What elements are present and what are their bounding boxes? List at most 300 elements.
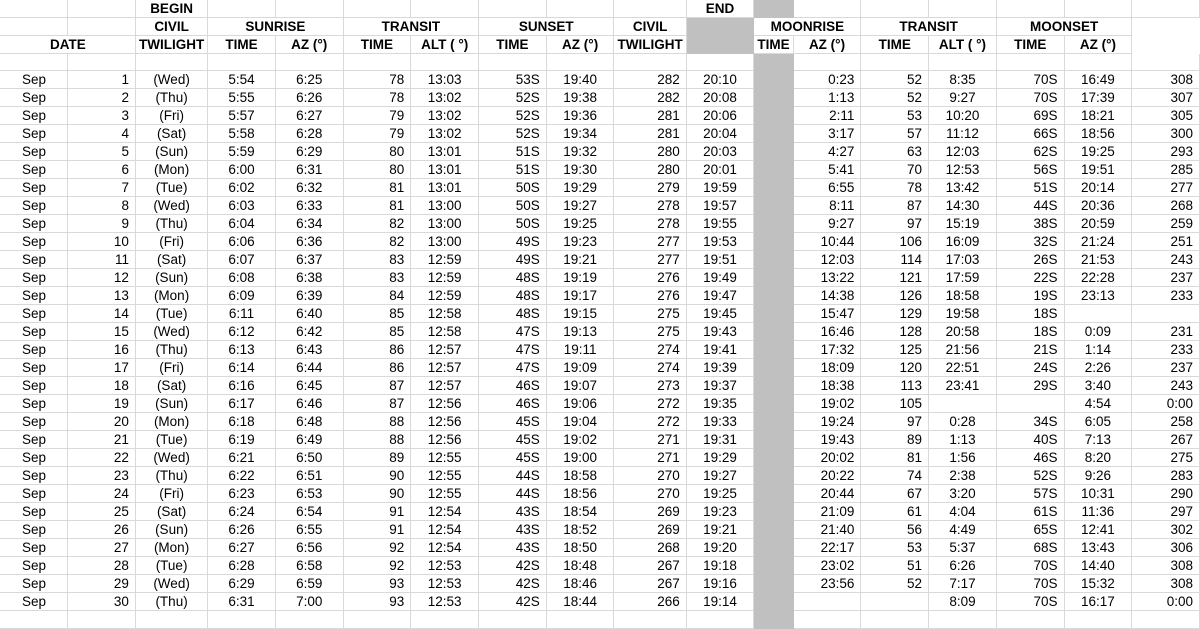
end-civil-twilight-cell[interactable]: 19:51 bbox=[686, 251, 754, 269]
begin-civil-twilight-header-line3[interactable]: TWILIGHT bbox=[135, 36, 207, 54]
month-cell[interactable]: Sep bbox=[0, 557, 68, 575]
moonset-az-cell[interactable] bbox=[1132, 305, 1200, 323]
transit-alt-cell[interactable]: 46S bbox=[479, 395, 547, 413]
moon-transit-alt-cell[interactable]: 62S bbox=[996, 143, 1064, 161]
moon-transit-header[interactable]: TRANSIT bbox=[861, 18, 997, 36]
moonset-time-cell[interactable]: 9:26 bbox=[1064, 467, 1132, 485]
moonset-time-cell[interactable]: 22:28 bbox=[1064, 269, 1132, 287]
moonrise-time-cell[interactable]: 15:47 bbox=[793, 305, 861, 323]
sunrise-az-cell[interactable]: 79 bbox=[343, 107, 411, 125]
sunset-time-cell[interactable]: 19:17 bbox=[546, 287, 614, 305]
begin-civil-twilight-cell[interactable]: 6:02 bbox=[208, 179, 276, 197]
begin-civil-twilight-cell[interactable]: 6:11 bbox=[208, 305, 276, 323]
moonset-time-cell[interactable]: 20:36 bbox=[1064, 197, 1132, 215]
moonrise-az-cell[interactable]: 120 bbox=[861, 359, 929, 377]
sunset-time-cell[interactable]: 19:21 bbox=[546, 251, 614, 269]
moon-transit-alt-cell[interactable]: 69S bbox=[996, 107, 1064, 125]
moon-transit-alt-cell[interactable]: 70S bbox=[996, 89, 1064, 107]
moonset-time-cell[interactable]: 20:59 bbox=[1064, 215, 1132, 233]
transit-alt-cell[interactable]: 44S bbox=[479, 485, 547, 503]
moon-transit-alt-cell[interactable]: 70S bbox=[996, 575, 1064, 593]
moonset-time-cell[interactable]: 18:21 bbox=[1064, 107, 1132, 125]
moonrise-az-cell[interactable]: 121 bbox=[861, 269, 929, 287]
moonrise-az-cell[interactable]: 87 bbox=[861, 197, 929, 215]
transit-time-cell[interactable]: 12:54 bbox=[411, 503, 479, 521]
sunrise-az-cell[interactable]: 82 bbox=[343, 215, 411, 233]
sunset-time-cell[interactable]: 19:23 bbox=[546, 233, 614, 251]
transit-time-cell[interactable]: 13:01 bbox=[411, 143, 479, 161]
sunrise-time-cell[interactable]: 6:33 bbox=[275, 197, 343, 215]
month-cell[interactable]: Sep bbox=[0, 593, 68, 611]
sunset-time-header[interactable]: TIME bbox=[479, 36, 547, 54]
begin-civil-twilight-cell[interactable]: 6:21 bbox=[208, 449, 276, 467]
sunset-time-cell[interactable]: 18:48 bbox=[546, 557, 614, 575]
moonrise-az-cell[interactable]: 52 bbox=[861, 71, 929, 89]
sunset-time-cell[interactable]: 18:52 bbox=[546, 521, 614, 539]
moon-transit-time-cell[interactable]: 20:58 bbox=[929, 323, 997, 341]
begin-civil-twilight-cell[interactable]: 6:31 bbox=[208, 593, 276, 611]
month-cell[interactable]: Sep bbox=[0, 521, 68, 539]
moonset-az-cell[interactable]: 283 bbox=[1132, 467, 1200, 485]
moonrise-az-cell[interactable]: 70 bbox=[861, 161, 929, 179]
moonrise-az-cell[interactable]: 105 bbox=[861, 395, 929, 413]
begin-civil-twilight-cell[interactable]: 6:07 bbox=[208, 251, 276, 269]
transit-alt-cell[interactable]: 42S bbox=[479, 593, 547, 611]
sunrise-time-cell[interactable]: 6:49 bbox=[275, 431, 343, 449]
transit-time-cell[interactable]: 13:02 bbox=[411, 89, 479, 107]
moonset-time-cell[interactable]: 0:09 bbox=[1064, 323, 1132, 341]
begin-civil-twilight-cell[interactable]: 6:16 bbox=[208, 377, 276, 395]
day-cell[interactable]: (Wed) bbox=[135, 449, 207, 467]
sunset-time-cell[interactable]: 19:40 bbox=[546, 71, 614, 89]
day-cell[interactable]: (Wed) bbox=[135, 323, 207, 341]
date-cell[interactable]: 7 bbox=[68, 179, 136, 197]
moonset-time-cell[interactable]: 2:26 bbox=[1064, 359, 1132, 377]
transit-alt-cell[interactable]: 43S bbox=[479, 539, 547, 557]
sunrise-az-cell[interactable]: 83 bbox=[343, 269, 411, 287]
sunrise-az-cell[interactable]: 80 bbox=[343, 143, 411, 161]
moonset-time-cell[interactable]: 6:05 bbox=[1064, 413, 1132, 431]
sunset-time-cell[interactable]: 18:56 bbox=[546, 485, 614, 503]
sunset-time-cell[interactable]: 19:07 bbox=[546, 377, 614, 395]
moonset-az-cell[interactable]: 251 bbox=[1132, 233, 1200, 251]
moon-transit-alt-cell[interactable]: 44S bbox=[996, 197, 1064, 215]
sunrise-time-cell[interactable]: 6:55 bbox=[275, 521, 343, 539]
moonrise-az-cell[interactable]: 97 bbox=[861, 413, 929, 431]
day-cell[interactable]: (Thu) bbox=[135, 467, 207, 485]
sunrise-az-cell[interactable]: 78 bbox=[343, 89, 411, 107]
moon-transit-alt-cell[interactable]: 18S bbox=[996, 305, 1064, 323]
sunset-time-cell[interactable]: 19:13 bbox=[546, 323, 614, 341]
month-cell[interactable]: Sep bbox=[0, 503, 68, 521]
moon-transit-alt-cell[interactable]: 57S bbox=[996, 485, 1064, 503]
sunrise-time-cell[interactable]: 6:31 bbox=[275, 161, 343, 179]
date-cell[interactable]: 23 bbox=[68, 467, 136, 485]
moonset-az-cell[interactable]: 243 bbox=[1132, 377, 1200, 395]
end-civil-twilight-cell[interactable]: 19:27 bbox=[686, 467, 754, 485]
moonrise-time-cell[interactable]: 21:40 bbox=[793, 521, 861, 539]
end-civil-twilight-cell[interactable]: 19:55 bbox=[686, 215, 754, 233]
date-cell[interactable]: 14 bbox=[68, 305, 136, 323]
moonrise-time-cell[interactable]: 0:23 bbox=[793, 71, 861, 89]
moonrise-time-cell[interactable]: 20:22 bbox=[793, 467, 861, 485]
date-cell[interactable]: 12 bbox=[68, 269, 136, 287]
date-cell[interactable]: 3 bbox=[68, 107, 136, 125]
date-cell[interactable]: 19 bbox=[68, 395, 136, 413]
moonset-az-cell[interactable]: 233 bbox=[1132, 287, 1200, 305]
end-civil-twilight-cell[interactable]: 19:23 bbox=[686, 503, 754, 521]
date-cell[interactable]: 21 bbox=[68, 431, 136, 449]
moonset-time-cell[interactable]: 19:25 bbox=[1064, 143, 1132, 161]
end-civil-twilight-cell[interactable]: 20:03 bbox=[686, 143, 754, 161]
moonset-time-cell[interactable]: 20:14 bbox=[1064, 179, 1132, 197]
end-civil-twilight-cell[interactable]: 19:29 bbox=[686, 449, 754, 467]
moonrise-time-cell[interactable]: 8:11 bbox=[793, 197, 861, 215]
moonset-az-cell[interactable]: 275 bbox=[1132, 449, 1200, 467]
day-cell[interactable]: (Wed) bbox=[135, 197, 207, 215]
transit-alt-cell[interactable]: 47S bbox=[479, 359, 547, 377]
sunrise-az-cell[interactable]: 93 bbox=[343, 575, 411, 593]
sunset-az-cell[interactable]: 282 bbox=[614, 71, 686, 89]
moonrise-time-cell[interactable]: 5:41 bbox=[793, 161, 861, 179]
moonrise-az-cell[interactable]: 53 bbox=[861, 539, 929, 557]
moonrise-time-cell[interactable]: 23:56 bbox=[793, 575, 861, 593]
moonset-time-cell[interactable]: 13:43 bbox=[1064, 539, 1132, 557]
moon-transit-time-cell[interactable]: 12:03 bbox=[929, 143, 997, 161]
transit-alt-cell[interactable]: 45S bbox=[479, 449, 547, 467]
moon-transit-alt-cell[interactable]: 65S bbox=[996, 521, 1064, 539]
date-cell[interactable]: 16 bbox=[68, 341, 136, 359]
end-civil-twilight-cell[interactable]: 20:10 bbox=[686, 71, 754, 89]
moon-transit-alt-cell[interactable]: 70S bbox=[996, 593, 1064, 611]
begin-civil-twilight-cell[interactable]: 6:23 bbox=[208, 485, 276, 503]
sunset-az-cell[interactable]: 272 bbox=[614, 395, 686, 413]
moonrise-az-cell[interactable]: 61 bbox=[861, 503, 929, 521]
transit-time-cell[interactable]: 12:59 bbox=[411, 269, 479, 287]
moonrise-time-cell[interactable]: 18:38 bbox=[793, 377, 861, 395]
date-cell[interactable]: 2 bbox=[68, 89, 136, 107]
begin-civil-twilight-cell[interactable]: 6:13 bbox=[208, 341, 276, 359]
sunset-time-cell[interactable]: 19:36 bbox=[546, 107, 614, 125]
date-cell[interactable]: 20 bbox=[68, 413, 136, 431]
moonset-az-cell[interactable]: 308 bbox=[1132, 575, 1200, 593]
begin-civil-twilight-cell[interactable]: 6:22 bbox=[208, 467, 276, 485]
moon-transit-alt-cell[interactable]: 40S bbox=[996, 431, 1064, 449]
moonrise-az-cell[interactable]: 129 bbox=[861, 305, 929, 323]
day-cell[interactable]: (Fri) bbox=[135, 107, 207, 125]
sunset-time-cell[interactable]: 18:54 bbox=[546, 503, 614, 521]
moonrise-time-cell[interactable]: 20:44 bbox=[793, 485, 861, 503]
sunrise-time-cell[interactable]: 6:50 bbox=[275, 449, 343, 467]
sunrise-time-cell[interactable]: 6:42 bbox=[275, 323, 343, 341]
moon-transit-time-cell[interactable]: 22:51 bbox=[929, 359, 997, 377]
moon-transit-alt-cell[interactable]: 66S bbox=[996, 125, 1064, 143]
end-civil-twilight-cell[interactable]: 19:43 bbox=[686, 323, 754, 341]
sunrise-az-cell[interactable]: 92 bbox=[343, 539, 411, 557]
transit-time-cell[interactable]: 12:55 bbox=[411, 485, 479, 503]
moonset-time-cell[interactable]: 17:39 bbox=[1064, 89, 1132, 107]
date-cell[interactable]: 13 bbox=[68, 287, 136, 305]
sunset-time-cell[interactable]: 18:44 bbox=[546, 593, 614, 611]
transit-alt-cell[interactable]: 45S bbox=[479, 431, 547, 449]
end-civil-twilight-cell[interactable]: 19:45 bbox=[686, 305, 754, 323]
begin-civil-twilight-cell[interactable]: 6:09 bbox=[208, 287, 276, 305]
moon-transit-alt-cell[interactable]: 38S bbox=[996, 215, 1064, 233]
transit-time-cell[interactable]: 12:59 bbox=[411, 287, 479, 305]
moon-transit-alt-header[interactable]: ALT ( °) bbox=[929, 36, 997, 54]
transit-time-cell[interactable]: 13:00 bbox=[411, 233, 479, 251]
date-cell[interactable]: 8 bbox=[68, 197, 136, 215]
begin-civil-twilight-cell[interactable]: 6:24 bbox=[208, 503, 276, 521]
moon-transit-time-cell[interactable]: 8:35 bbox=[929, 71, 997, 89]
date-cell[interactable]: 9 bbox=[68, 215, 136, 233]
moon-transit-alt-cell[interactable]: 70S bbox=[996, 71, 1064, 89]
transit-time-cell[interactable]: 12:57 bbox=[411, 377, 479, 395]
moonrise-az-cell[interactable]: 78 bbox=[861, 179, 929, 197]
moon-transit-alt-cell[interactable]: 68S bbox=[996, 539, 1064, 557]
end-civil-twilight-cell[interactable]: 19:47 bbox=[686, 287, 754, 305]
moonset-time-cell[interactable] bbox=[1064, 305, 1132, 323]
begin-civil-twilight-header-line1[interactable]: BEGIN bbox=[135, 0, 207, 18]
moonset-az-cell[interactable]: 308 bbox=[1132, 557, 1200, 575]
transit-alt-cell[interactable]: 49S bbox=[479, 233, 547, 251]
month-cell[interactable]: Sep bbox=[0, 449, 68, 467]
begin-civil-twilight-cell[interactable]: 6:28 bbox=[208, 557, 276, 575]
begin-civil-twilight-cell[interactable]: 6:29 bbox=[208, 575, 276, 593]
sunrise-az-cell[interactable]: 91 bbox=[343, 503, 411, 521]
moon-transit-time-cell[interactable]: 1:13 bbox=[929, 431, 997, 449]
begin-civil-twilight-cell[interactable]: 6:00 bbox=[208, 161, 276, 179]
moonrise-az-cell[interactable]: 128 bbox=[861, 323, 929, 341]
sunset-time-cell[interactable]: 19:15 bbox=[546, 305, 614, 323]
moonrise-az-cell[interactable]: 52 bbox=[861, 575, 929, 593]
day-cell[interactable]: (Wed) bbox=[135, 71, 207, 89]
begin-civil-twilight-cell[interactable]: 5:59 bbox=[208, 143, 276, 161]
sunrise-az-cell[interactable]: 85 bbox=[343, 305, 411, 323]
date-cell[interactable]: 29 bbox=[68, 575, 136, 593]
month-cell[interactable]: Sep bbox=[0, 215, 68, 233]
sunrise-time-cell[interactable]: 6:39 bbox=[275, 287, 343, 305]
sunrise-time-cell[interactable]: 6:43 bbox=[275, 341, 343, 359]
moonset-az-cell[interactable]: 258 bbox=[1132, 413, 1200, 431]
transit-alt-cell[interactable]: 50S bbox=[479, 179, 547, 197]
transit-time-cell[interactable]: 12:58 bbox=[411, 323, 479, 341]
sunrise-az-cell[interactable]: 87 bbox=[343, 377, 411, 395]
moonrise-time-cell[interactable]: 12:03 bbox=[793, 251, 861, 269]
transit-alt-cell[interactable]: 45S bbox=[479, 413, 547, 431]
sunrise-az-cell[interactable]: 86 bbox=[343, 359, 411, 377]
transit-alt-cell[interactable]: 42S bbox=[479, 557, 547, 575]
transit-alt-cell[interactable]: 50S bbox=[479, 215, 547, 233]
moon-transit-time-cell[interactable]: 13:42 bbox=[929, 179, 997, 197]
begin-civil-twilight-cell[interactable]: 5:54 bbox=[208, 71, 276, 89]
day-cell[interactable]: (Fri) bbox=[135, 359, 207, 377]
moonrise-az-cell[interactable]: 53 bbox=[861, 107, 929, 125]
moonset-time-cell[interactable]: 7:13 bbox=[1064, 431, 1132, 449]
moonrise-az-header[interactable]: AZ (°) bbox=[793, 36, 861, 54]
moon-transit-time-cell[interactable]: 14:30 bbox=[929, 197, 997, 215]
moon-transit-time-cell[interactable]: 21:56 bbox=[929, 341, 997, 359]
moonset-time-cell[interactable]: 10:31 bbox=[1064, 485, 1132, 503]
moon-transit-time-cell[interactable]: 4:49 bbox=[929, 521, 997, 539]
sunset-time-cell[interactable]: 19:30 bbox=[546, 161, 614, 179]
day-cell[interactable]: (Sat) bbox=[135, 377, 207, 395]
moonrise-az-cell[interactable]: 56 bbox=[861, 521, 929, 539]
moonset-time-header[interactable]: TIME bbox=[996, 36, 1064, 54]
day-cell[interactable]: (Tue) bbox=[135, 431, 207, 449]
moon-transit-alt-cell[interactable]: 26S bbox=[996, 251, 1064, 269]
month-cell[interactable]: Sep bbox=[0, 287, 68, 305]
transit-time-cell[interactable]: 12:57 bbox=[411, 359, 479, 377]
moonrise-time-cell[interactable]: 10:44 bbox=[793, 233, 861, 251]
end-civil-twilight-cell[interactable]: 19:49 bbox=[686, 269, 754, 287]
sunrise-az-cell[interactable]: 90 bbox=[343, 485, 411, 503]
moonrise-time-cell[interactable]: 3:17 bbox=[793, 125, 861, 143]
sunrise-az-cell[interactable]: 84 bbox=[343, 287, 411, 305]
sunset-time-cell[interactable]: 19:09 bbox=[546, 359, 614, 377]
moon-transit-alt-cell[interactable]: 46S bbox=[996, 449, 1064, 467]
moon-transit-time-cell[interactable]: 8:09 bbox=[929, 593, 997, 611]
end-civil-twilight-cell[interactable]: 19:25 bbox=[686, 485, 754, 503]
transit-alt-cell[interactable]: 53S bbox=[479, 71, 547, 89]
sunrise-time-cell[interactable]: 6:54 bbox=[275, 503, 343, 521]
date-cell[interactable]: 30 bbox=[68, 593, 136, 611]
sunrise-az-cell[interactable]: 78 bbox=[343, 71, 411, 89]
sunset-az-cell[interactable]: 267 bbox=[614, 575, 686, 593]
transit-alt-cell[interactable]: 51S bbox=[479, 161, 547, 179]
moonrise-time-cell[interactable]: 6:55 bbox=[793, 179, 861, 197]
end-civil-twilight-cell[interactable]: 19:14 bbox=[686, 593, 754, 611]
sunrise-az-cell[interactable]: 81 bbox=[343, 197, 411, 215]
date-cell[interactable]: 26 bbox=[68, 521, 136, 539]
date-cell[interactable]: 17 bbox=[68, 359, 136, 377]
sunrise-az-cell[interactable]: 90 bbox=[343, 467, 411, 485]
sunset-az-cell[interactable]: 275 bbox=[614, 323, 686, 341]
transit-time-cell[interactable]: 13:01 bbox=[411, 179, 479, 197]
moonrise-time-cell[interactable]: 4:27 bbox=[793, 143, 861, 161]
sunset-header[interactable]: SUNSET bbox=[479, 18, 614, 36]
date-cell[interactable]: 5 bbox=[68, 143, 136, 161]
sunrise-time-cell[interactable]: 6:27 bbox=[275, 107, 343, 125]
sunset-az-cell[interactable]: 277 bbox=[614, 233, 686, 251]
sunrise-az-cell[interactable]: 79 bbox=[343, 125, 411, 143]
moonset-time-cell[interactable]: 1:14 bbox=[1064, 341, 1132, 359]
sunset-az-cell[interactable]: 275 bbox=[614, 305, 686, 323]
date-cell[interactable]: 6 bbox=[68, 161, 136, 179]
sunset-az-cell[interactable]: 266 bbox=[614, 593, 686, 611]
sunset-time-cell[interactable]: 18:46 bbox=[546, 575, 614, 593]
transit-time-cell[interactable]: 12:53 bbox=[411, 593, 479, 611]
end-civil-twilight-cell[interactable]: 19:35 bbox=[686, 395, 754, 413]
end-civil-twilight-cell[interactable]: 19:16 bbox=[686, 575, 754, 593]
begin-civil-twilight-header-line2[interactable]: CIVIL bbox=[135, 18, 207, 36]
sunset-time-cell[interactable]: 19:34 bbox=[546, 125, 614, 143]
sunrise-az-cell[interactable]: 87 bbox=[343, 395, 411, 413]
begin-civil-twilight-cell[interactable]: 6:19 bbox=[208, 431, 276, 449]
moonrise-time-cell[interactable]: 16:46 bbox=[793, 323, 861, 341]
sunrise-time-cell[interactable]: 6:25 bbox=[275, 71, 343, 89]
moonset-time-cell[interactable]: 12:41 bbox=[1064, 521, 1132, 539]
moonrise-time-cell[interactable]: 20:02 bbox=[793, 449, 861, 467]
sunrise-az-cell[interactable]: 91 bbox=[343, 521, 411, 539]
moonset-az-cell[interactable]: 0:00 bbox=[1132, 395, 1200, 413]
day-cell[interactable]: (Tue) bbox=[135, 305, 207, 323]
day-cell[interactable]: (Mon) bbox=[135, 161, 207, 179]
sunset-time-cell[interactable]: 19:29 bbox=[546, 179, 614, 197]
moonset-time-cell[interactable]: 3:40 bbox=[1064, 377, 1132, 395]
moon-transit-alt-cell[interactable] bbox=[996, 395, 1064, 413]
moonset-time-cell[interactable]: 21:24 bbox=[1064, 233, 1132, 251]
transit-time-cell[interactable]: 13:00 bbox=[411, 215, 479, 233]
end-civil-twilight-cell[interactable]: 19:33 bbox=[686, 413, 754, 431]
month-cell[interactable]: Sep bbox=[0, 341, 68, 359]
transit-alt-cell[interactable]: 49S bbox=[479, 251, 547, 269]
moonset-az-cell[interactable]: 293 bbox=[1132, 143, 1200, 161]
sunset-az-cell[interactable]: 281 bbox=[614, 107, 686, 125]
transit-alt-cell[interactable]: 52S bbox=[479, 107, 547, 125]
begin-civil-twilight-cell[interactable]: 6:18 bbox=[208, 413, 276, 431]
sunrise-az-cell[interactable]: 85 bbox=[343, 323, 411, 341]
month-cell[interactable]: Sep bbox=[0, 143, 68, 161]
sunset-az-cell[interactable]: 267 bbox=[614, 557, 686, 575]
moon-transit-alt-cell[interactable]: 70S bbox=[996, 557, 1064, 575]
moonset-az-cell[interactable]: 297 bbox=[1132, 503, 1200, 521]
sunset-az-cell[interactable]: 279 bbox=[614, 179, 686, 197]
month-cell[interactable]: Sep bbox=[0, 197, 68, 215]
transit-time-cell[interactable]: 12:56 bbox=[411, 395, 479, 413]
sunset-az-cell[interactable]: 281 bbox=[614, 125, 686, 143]
day-cell[interactable]: (Mon) bbox=[135, 539, 207, 557]
sunrise-time-cell[interactable]: 6:53 bbox=[275, 485, 343, 503]
transit-alt-cell[interactable]: 47S bbox=[479, 341, 547, 359]
end-civil-twilight-cell[interactable]: 19:53 bbox=[686, 233, 754, 251]
transit-time-cell[interactable]: 12:54 bbox=[411, 539, 479, 557]
day-cell[interactable]: (Sun) bbox=[135, 395, 207, 413]
sunset-time-cell[interactable]: 18:50 bbox=[546, 539, 614, 557]
moonrise-az-cell[interactable]: 63 bbox=[861, 143, 929, 161]
day-cell[interactable]: (Sat) bbox=[135, 125, 207, 143]
end-civil-twilight-cell[interactable]: 20:04 bbox=[686, 125, 754, 143]
month-cell[interactable]: Sep bbox=[0, 89, 68, 107]
moon-transit-time-cell[interactable]: 9:27 bbox=[929, 89, 997, 107]
begin-civil-twilight-cell[interactable]: 6:06 bbox=[208, 233, 276, 251]
sunset-az-cell[interactable]: 280 bbox=[614, 143, 686, 161]
end-civil-twilight-cell[interactable]: 19:31 bbox=[686, 431, 754, 449]
moonset-header[interactable]: MOONSET bbox=[996, 18, 1131, 36]
month-cell[interactable]: Sep bbox=[0, 377, 68, 395]
moonset-az-cell[interactable]: 233 bbox=[1132, 341, 1200, 359]
transit-time-cell[interactable]: 13:03 bbox=[411, 71, 479, 89]
moonset-time-cell[interactable]: 18:56 bbox=[1064, 125, 1132, 143]
end-civil-twilight-cell[interactable]: 19:39 bbox=[686, 359, 754, 377]
date-cell[interactable]: 22 bbox=[68, 449, 136, 467]
date-cell[interactable]: 28 bbox=[68, 557, 136, 575]
transit-alt-cell[interactable]: 52S bbox=[479, 89, 547, 107]
moonrise-time-cell[interactable]: 1:13 bbox=[793, 89, 861, 107]
month-cell[interactable]: Sep bbox=[0, 413, 68, 431]
moonset-az-cell[interactable]: 259 bbox=[1132, 215, 1200, 233]
end-civil-twilight-cell[interactable]: 19:41 bbox=[686, 341, 754, 359]
moonrise-time-cell[interactable]: 17:32 bbox=[793, 341, 861, 359]
day-cell[interactable]: (Tue) bbox=[135, 557, 207, 575]
end-civil-twilight-cell[interactable]: 19:18 bbox=[686, 557, 754, 575]
moonset-time-cell[interactable]: 21:53 bbox=[1064, 251, 1132, 269]
moonrise-az-cell[interactable]: 67 bbox=[861, 485, 929, 503]
date-cell[interactable]: 10 bbox=[68, 233, 136, 251]
moon-transit-alt-cell[interactable]: 56S bbox=[996, 161, 1064, 179]
moonset-time-cell[interactable]: 19:51 bbox=[1064, 161, 1132, 179]
moon-transit-time-cell[interactable] bbox=[929, 395, 997, 413]
